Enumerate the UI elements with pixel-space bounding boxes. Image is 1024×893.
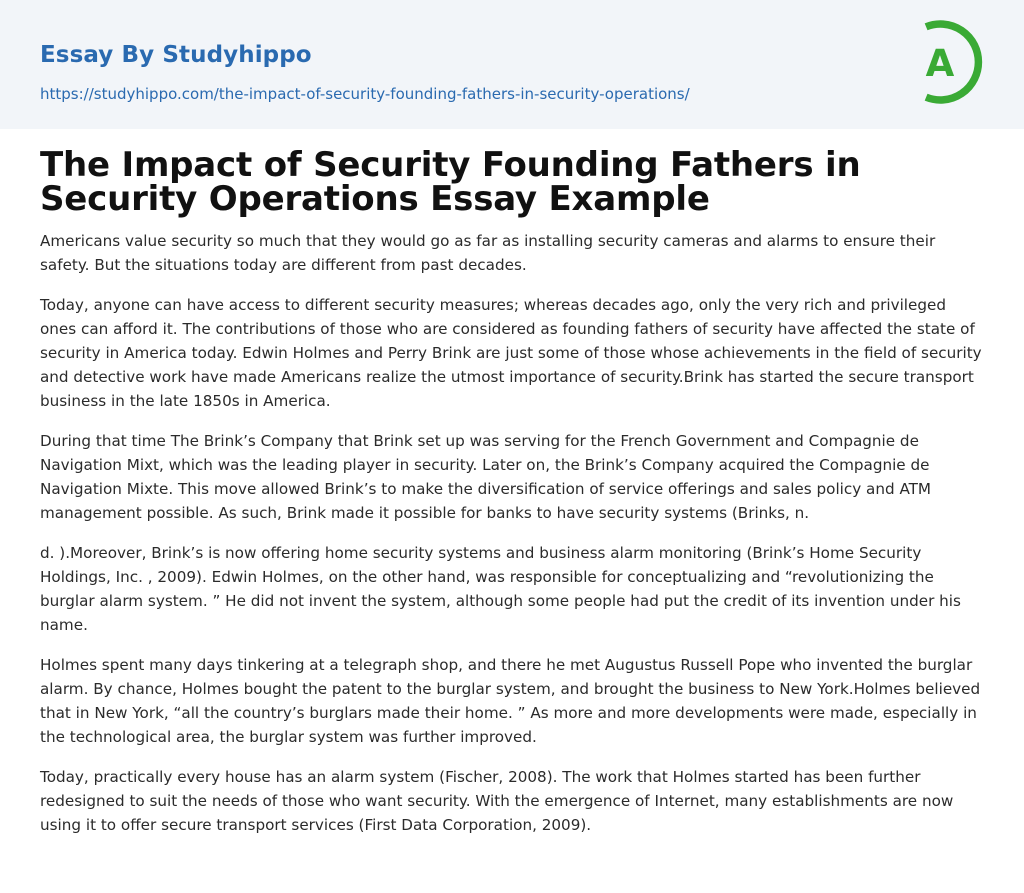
article-paragraph: Today, anyone can have access to different security measures; whereas decades ago, only the very rich and privileged ones can afford it. The contributions of those who are considered as founding fathers of security have affected the state of security in America today. Edwin Holmes and Perry Brink are just some of those whose achievements in the field of security and detective work have made Americans realize the utmost importance of security.Brink has started the secure transport business in the late 1850s in America. bbox=[40, 296, 982, 410]
page-title: The Impact of Security Founding Fathers in Security Operations Essay Example bbox=[40, 145, 861, 219]
page-url-link[interactable]: https://studyhippo.com/the-impact-of-security-founding-fathers-in-security-operations/ bbox=[40, 85, 690, 103]
site-header bbox=[0, 0, 1024, 129]
article-paragraph: Holmes spent many days tinkering at a telegraph shop, and there he met Augustus Russell Pope who invented the burglar alarm. By chance, Holmes bought the patent to the burglar system, and brought the business to New York.Holmes believed that in New York, “all the country’s burglars made their home. ” As more and more developments were made, especially in the technological area, the burglar system was further improved. bbox=[40, 656, 981, 746]
article-paragraph: During that time The Brink’s Company that Brink set up was serving for the French Government and Compagnie de Navigation Mixt, which was the leading player in security. Later on, the Brink’s Company acquired the Compagnie de Navigation Mixte. This move allowed Brink’s to make the diversification of service offerings and sales policy and ATM management possible. As such, Brink made it possible for banks to have security systems (Brinks, n. bbox=[40, 432, 932, 522]
site-title[interactable]: Essay By Studyhippo bbox=[40, 42, 312, 68]
article-paragraph: Americans value security so much that they would go as far as installing security cameras and alarms to ensure their safety. But the situations today are different from past decades. bbox=[40, 232, 936, 274]
logo-letter: A bbox=[925, 42, 955, 85]
article-paragraph: d. ).Moreover, Brink’s is now offering home security systems and business alarm monitoring (Brink’s Home Security Holdings, Inc. , 2009). Edwin Holmes, on the other hand, was responsible for conceptualizing and “revolutionizing the burglar alarm system. ” He did not invent the system, although some people had put the credit of its invention under his name. bbox=[40, 544, 961, 634]
studyhippo-logo-icon[interactable] bbox=[912, 19, 986, 105]
article bbox=[40, 145, 986, 853]
article-paragraph: Today, practically every house has an alarm system (Fischer, 2008). The work that Holmes started has been further redesigned to suit the needs of those who want security. With the emergence of Internet, many establishments are now using it to offer secure transport services (First Data Corporation, 2009). bbox=[40, 768, 954, 834]
